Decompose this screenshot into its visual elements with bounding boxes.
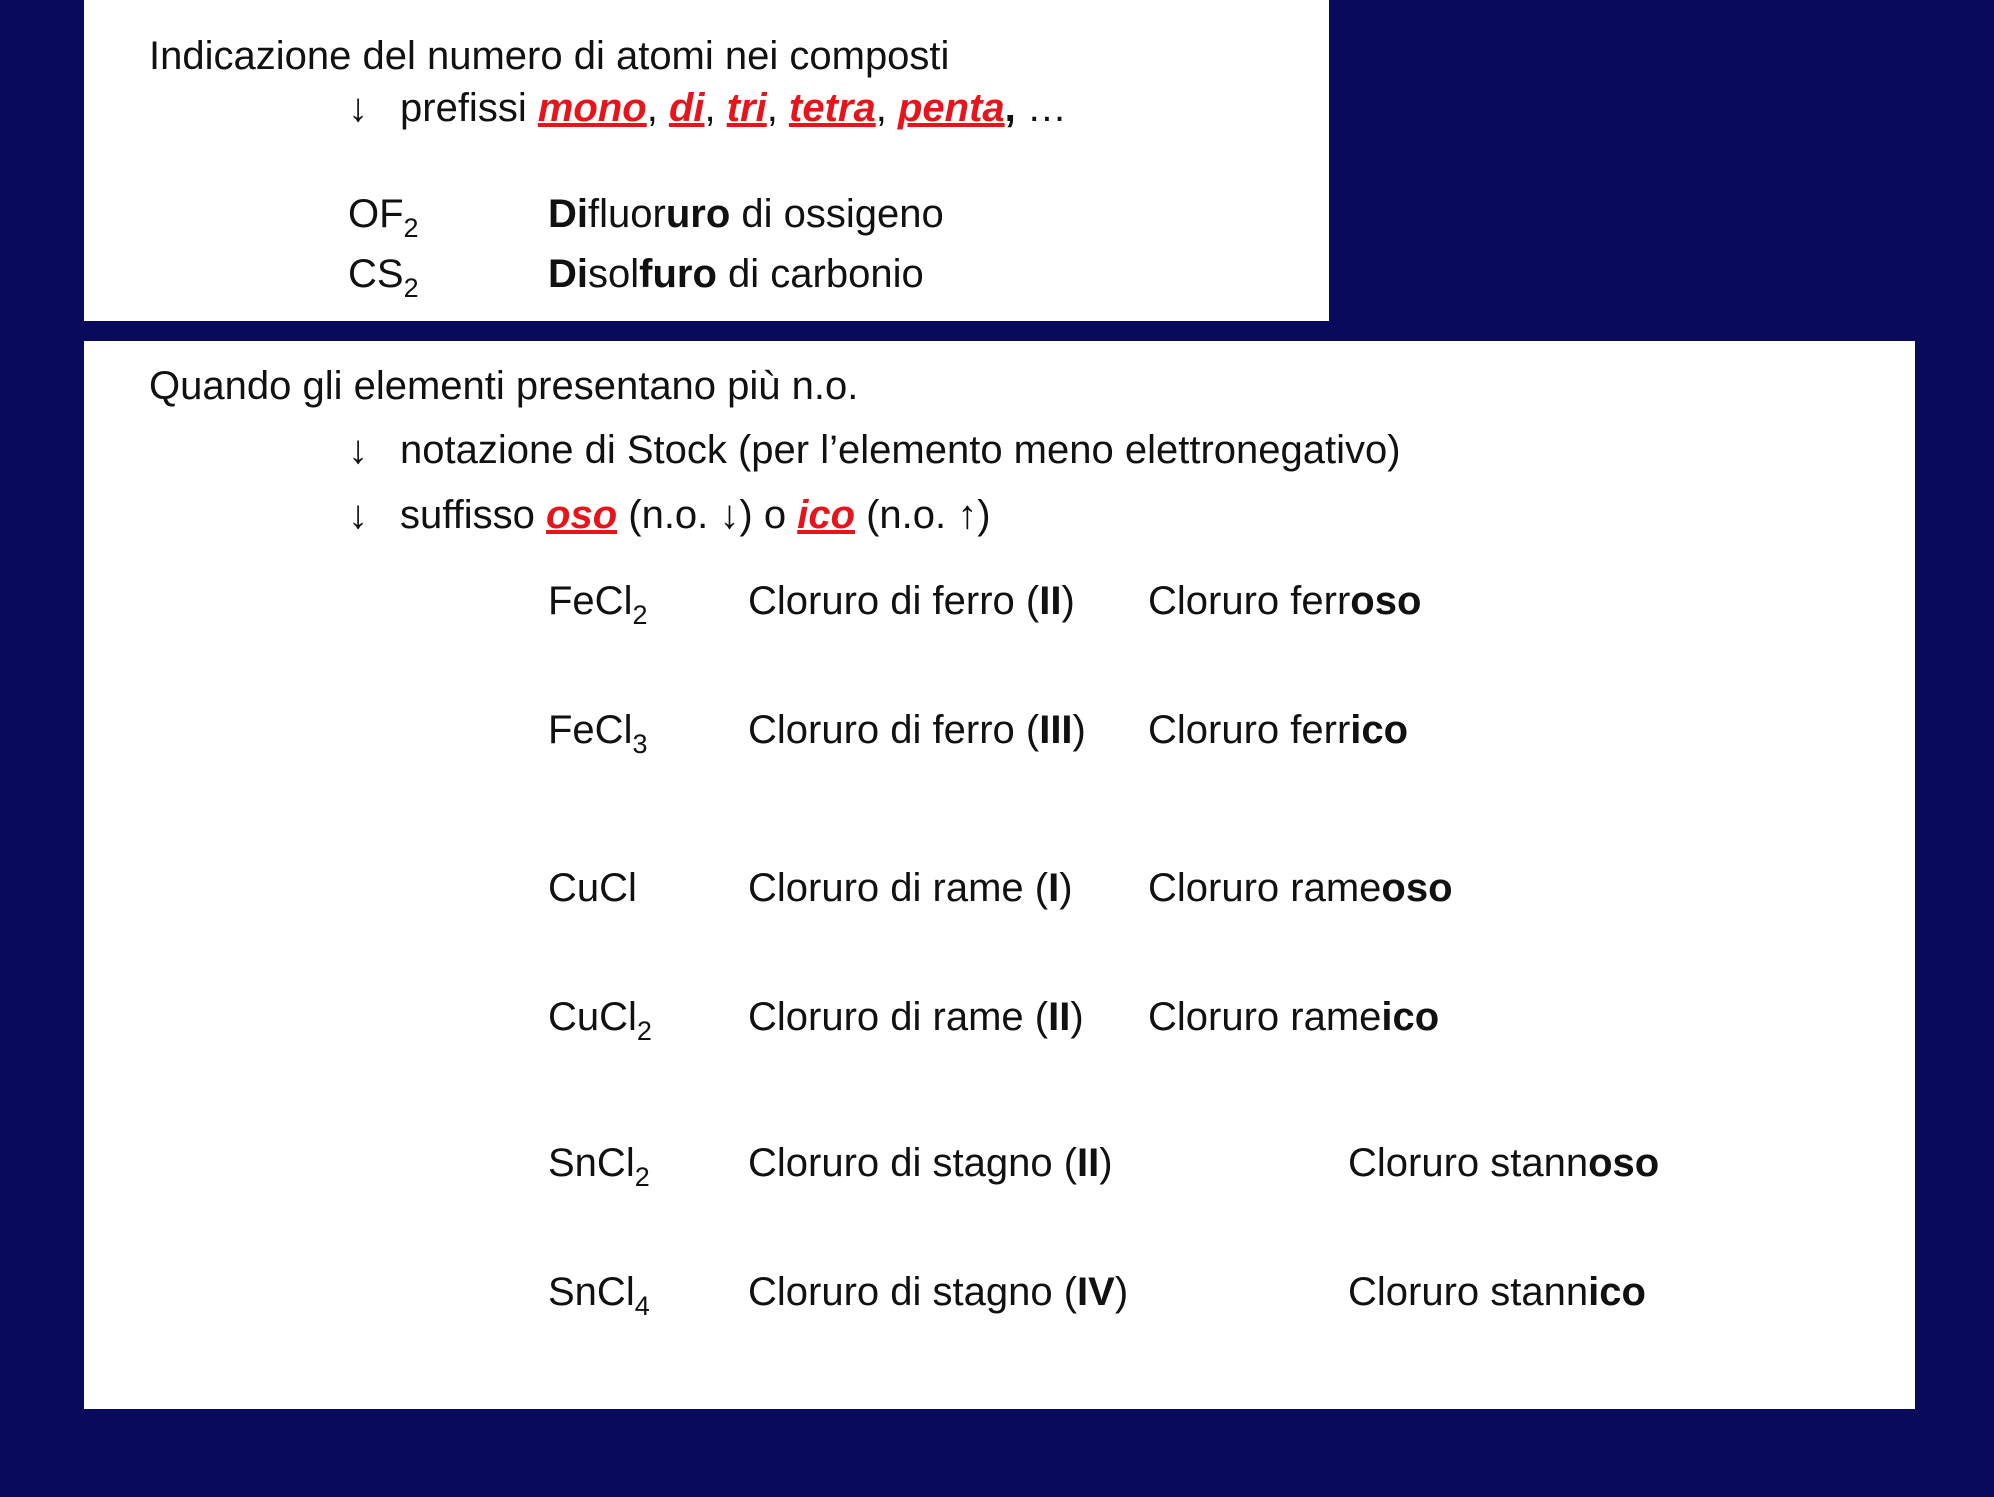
separator: , [646, 86, 658, 130]
example-name-of2 [548, 194, 944, 234]
example-name-cs2 [548, 254, 924, 294]
traditional-name: Cloruro stannico [1348, 1270, 1646, 1314]
suffix-ico: ico [797, 493, 855, 537]
down-arrow-icon: ↓ [348, 428, 368, 472]
suffix-label: suffisso [400, 493, 535, 537]
separator: , [1004, 86, 1016, 130]
name-part: di ossigeno [730, 192, 944, 236]
formula-base: CS [348, 252, 404, 296]
traditional-name: Cloruro ferroso [1148, 579, 1422, 623]
formula-subscript: 2 [403, 273, 419, 303]
prefix-tetra: tetra [789, 86, 876, 130]
traditional-name: Cloruro rameico [1148, 995, 1440, 1039]
name-part: uro [665, 192, 731, 236]
compound-formula: SnCl$_4$ [548, 1270, 650, 1321]
prefix-di: di [668, 86, 705, 130]
suffix-oso: oso [546, 493, 618, 537]
prefix-mono: mono [537, 86, 647, 130]
compound-formula: FeCl$_3$ [548, 708, 648, 759]
down-arrow-icon: ↓ [348, 86, 368, 130]
stock-name: Cloruro di stagno (IV) [748, 1270, 1129, 1314]
stock-text: notazione di Stock (per l’elemento meno elettronegativo) [400, 428, 1401, 472]
top-title: Indicazione del numero di atomi nei composti [149, 34, 950, 78]
suffix-line [348, 495, 991, 535]
traditional-name: Cloruro ferrico [1148, 708, 1409, 752]
formula-base: OF [348, 192, 404, 236]
suffix-text: (n.o. ↓) o [617, 493, 798, 537]
down-arrow-icon: ↓ [348, 493, 368, 537]
bottom-title: Quando gli elementi presentano più n.o. [149, 364, 859, 408]
separator: , [875, 86, 887, 130]
separator: , [766, 86, 778, 130]
example-formula-cs2 [348, 252, 419, 303]
stock-line [348, 430, 1401, 470]
compound-formula: CuCl [548, 866, 637, 910]
top-panel [84, 0, 1329, 321]
suffix-text: (n.o. ↑) [855, 493, 991, 537]
formula-subscript: 2 [403, 213, 419, 243]
stock-name: Cloruro di rame (II) [748, 995, 1084, 1039]
prefix-label: prefissi [400, 86, 527, 130]
prefix-tri: tri [726, 86, 767, 130]
stock-name: Cloruro di ferro (II) [748, 579, 1075, 623]
traditional-name: Cloruro stannoso [1348, 1141, 1660, 1185]
bottom-panel [84, 341, 1915, 1409]
ellipsis: … [1026, 86, 1067, 130]
name-part: Di [548, 252, 588, 296]
name-part: sol [588, 252, 640, 296]
name-part: Di [548, 192, 588, 236]
compound-formula: SnCl$_2$ [548, 1141, 650, 1192]
separator: , [704, 86, 716, 130]
prefix-line [348, 88, 1067, 128]
name-part: di carbonio [716, 252, 924, 296]
name-part: fluor [588, 192, 666, 236]
traditional-name: Cloruro rameoso [1148, 866, 1453, 910]
stock-name: Cloruro di ferro (III) [748, 708, 1086, 752]
name-part: furo [639, 252, 717, 296]
prefix-penta: penta [897, 86, 1005, 130]
compound-formula: FeCl$_2$ [548, 579, 648, 630]
example-formula-of2 [348, 192, 419, 243]
compound-formula: CuCl$_2$ [548, 995, 652, 1046]
stock-name: Cloruro di stagno (II) [748, 1141, 1113, 1185]
stock-name: Cloruro di rame (I) [748, 866, 1073, 910]
